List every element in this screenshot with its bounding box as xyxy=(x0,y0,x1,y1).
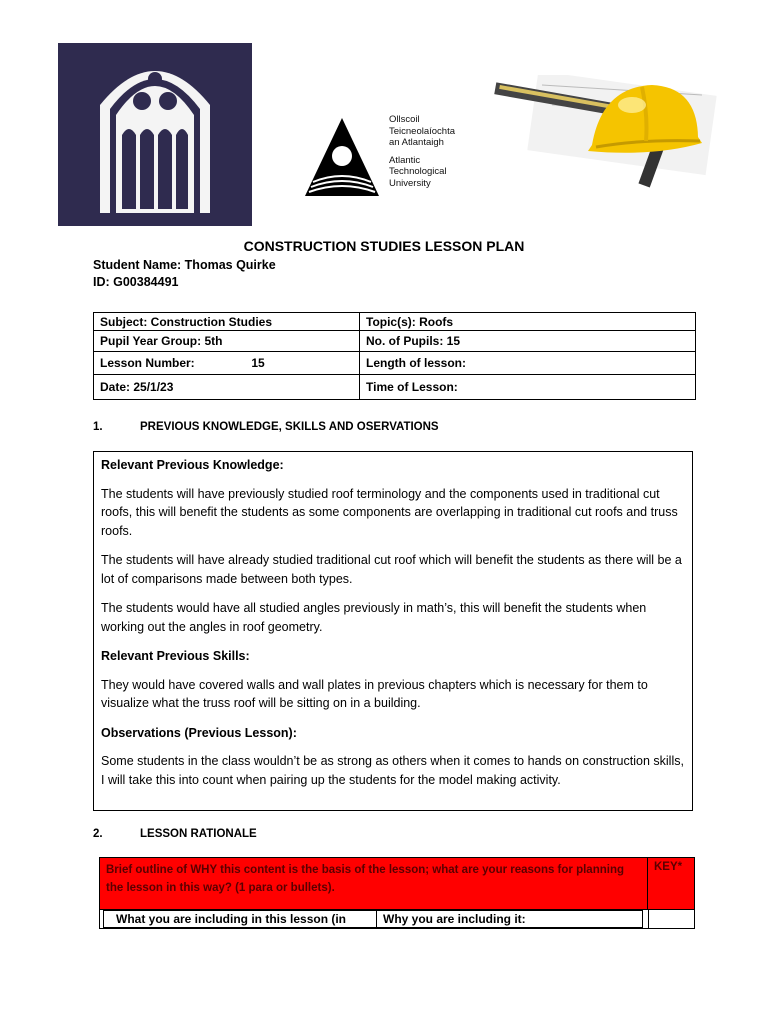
lesson-number-label: Lesson Number: xyxy=(100,356,195,370)
rationale-inner-table xyxy=(103,910,643,928)
length-cell: Length of lesson: xyxy=(360,352,696,375)
num-pupils-cell: No. of Pupils: 15 xyxy=(360,331,696,352)
rationale-what-column: What you are including in this lesson (in xyxy=(104,911,377,927)
section-1-number: 1. xyxy=(93,421,103,433)
student-name: Student Name: Thomas Quirke xyxy=(93,258,276,272)
lesson-number-value: 15 xyxy=(251,356,265,370)
observations-paragraph: Some students in the class wouldn’t be as strong as others when it comes to hands on construction skills, I will take this into count when pairing up the students for the model making activity. xyxy=(101,754,684,787)
subject-cell: Subject: Construction Studies xyxy=(94,313,360,331)
student-id: ID: G00384491 xyxy=(93,275,179,289)
rationale-outline-cell: Brief outline of WHY this content is the basis of the lesson; what are your reasons for planning the lesson in this way? (1 para or bullets). xyxy=(100,858,648,909)
section-1-heading xyxy=(93,421,439,433)
topic-cell: Topic(s): Roofs xyxy=(360,313,696,331)
section-2-heading xyxy=(93,828,257,840)
atu-logo xyxy=(300,112,470,202)
observations-heading: Observations (Previous Lesson): xyxy=(101,725,297,740)
skills-paragraph: They would have covered walls and wall plates in previous chapters which is necessary for them to visualize what the truss roof will be sitting on in a building. xyxy=(101,677,648,710)
lesson-number-cell xyxy=(94,352,360,375)
lesson-info-table xyxy=(93,312,696,400)
lesson-rationale-table xyxy=(99,857,695,929)
section-1-title: PREVIOUS KNOWLEDGE, SKILLS AND OSERVATIONS xyxy=(140,421,439,433)
section-2-number: 2. xyxy=(93,828,103,840)
knowledge-paragraph-3: The students would have all studied angles previously in math’s, this will benefit the students when working out the angles in roof geometry. xyxy=(101,601,647,634)
date-cell: Date: 25/1/23 xyxy=(94,375,360,400)
rationale-why-column: Why you are including it: xyxy=(383,912,526,926)
document-title: CONSTRUCTION STUDIES LESSON PLAN xyxy=(243,238,525,254)
knowledge-heading: Relevant Previous Knowledge: xyxy=(101,458,284,472)
knowledge-paragraph-2: The students will have already studied traditional cut roof which will benefit the students as there will be a lot of comparisons made between both types. xyxy=(101,553,682,586)
atu-wordmark: Ollscoil Teicneolaíochta an Atlantaigh Atlantic Technological University xyxy=(389,114,456,189)
rationale-key-cell: KEY* xyxy=(648,858,694,909)
previous-knowledge-box xyxy=(93,451,693,811)
knowledge-paragraph-1: The students will have previously studied roof terminology and the components used in traditional cut roofs, this will benefit the students as some components are overlapping in traditional cut roofs and truss roofs. xyxy=(101,486,678,538)
time-cell: Time of Lesson: xyxy=(360,375,696,400)
atu-emblem-icon xyxy=(303,116,381,200)
rationale-columns-row xyxy=(100,909,694,929)
skills-heading: Relevant Previous Skills: xyxy=(101,649,250,663)
section-2-title: LESSON RATIONALE xyxy=(140,828,257,840)
year-group-cell: Pupil Year Group: 5th xyxy=(94,331,360,352)
rationale-key-divider xyxy=(648,910,649,929)
gothic-window-logo xyxy=(58,43,252,226)
hardhat-tools-image xyxy=(492,75,720,190)
